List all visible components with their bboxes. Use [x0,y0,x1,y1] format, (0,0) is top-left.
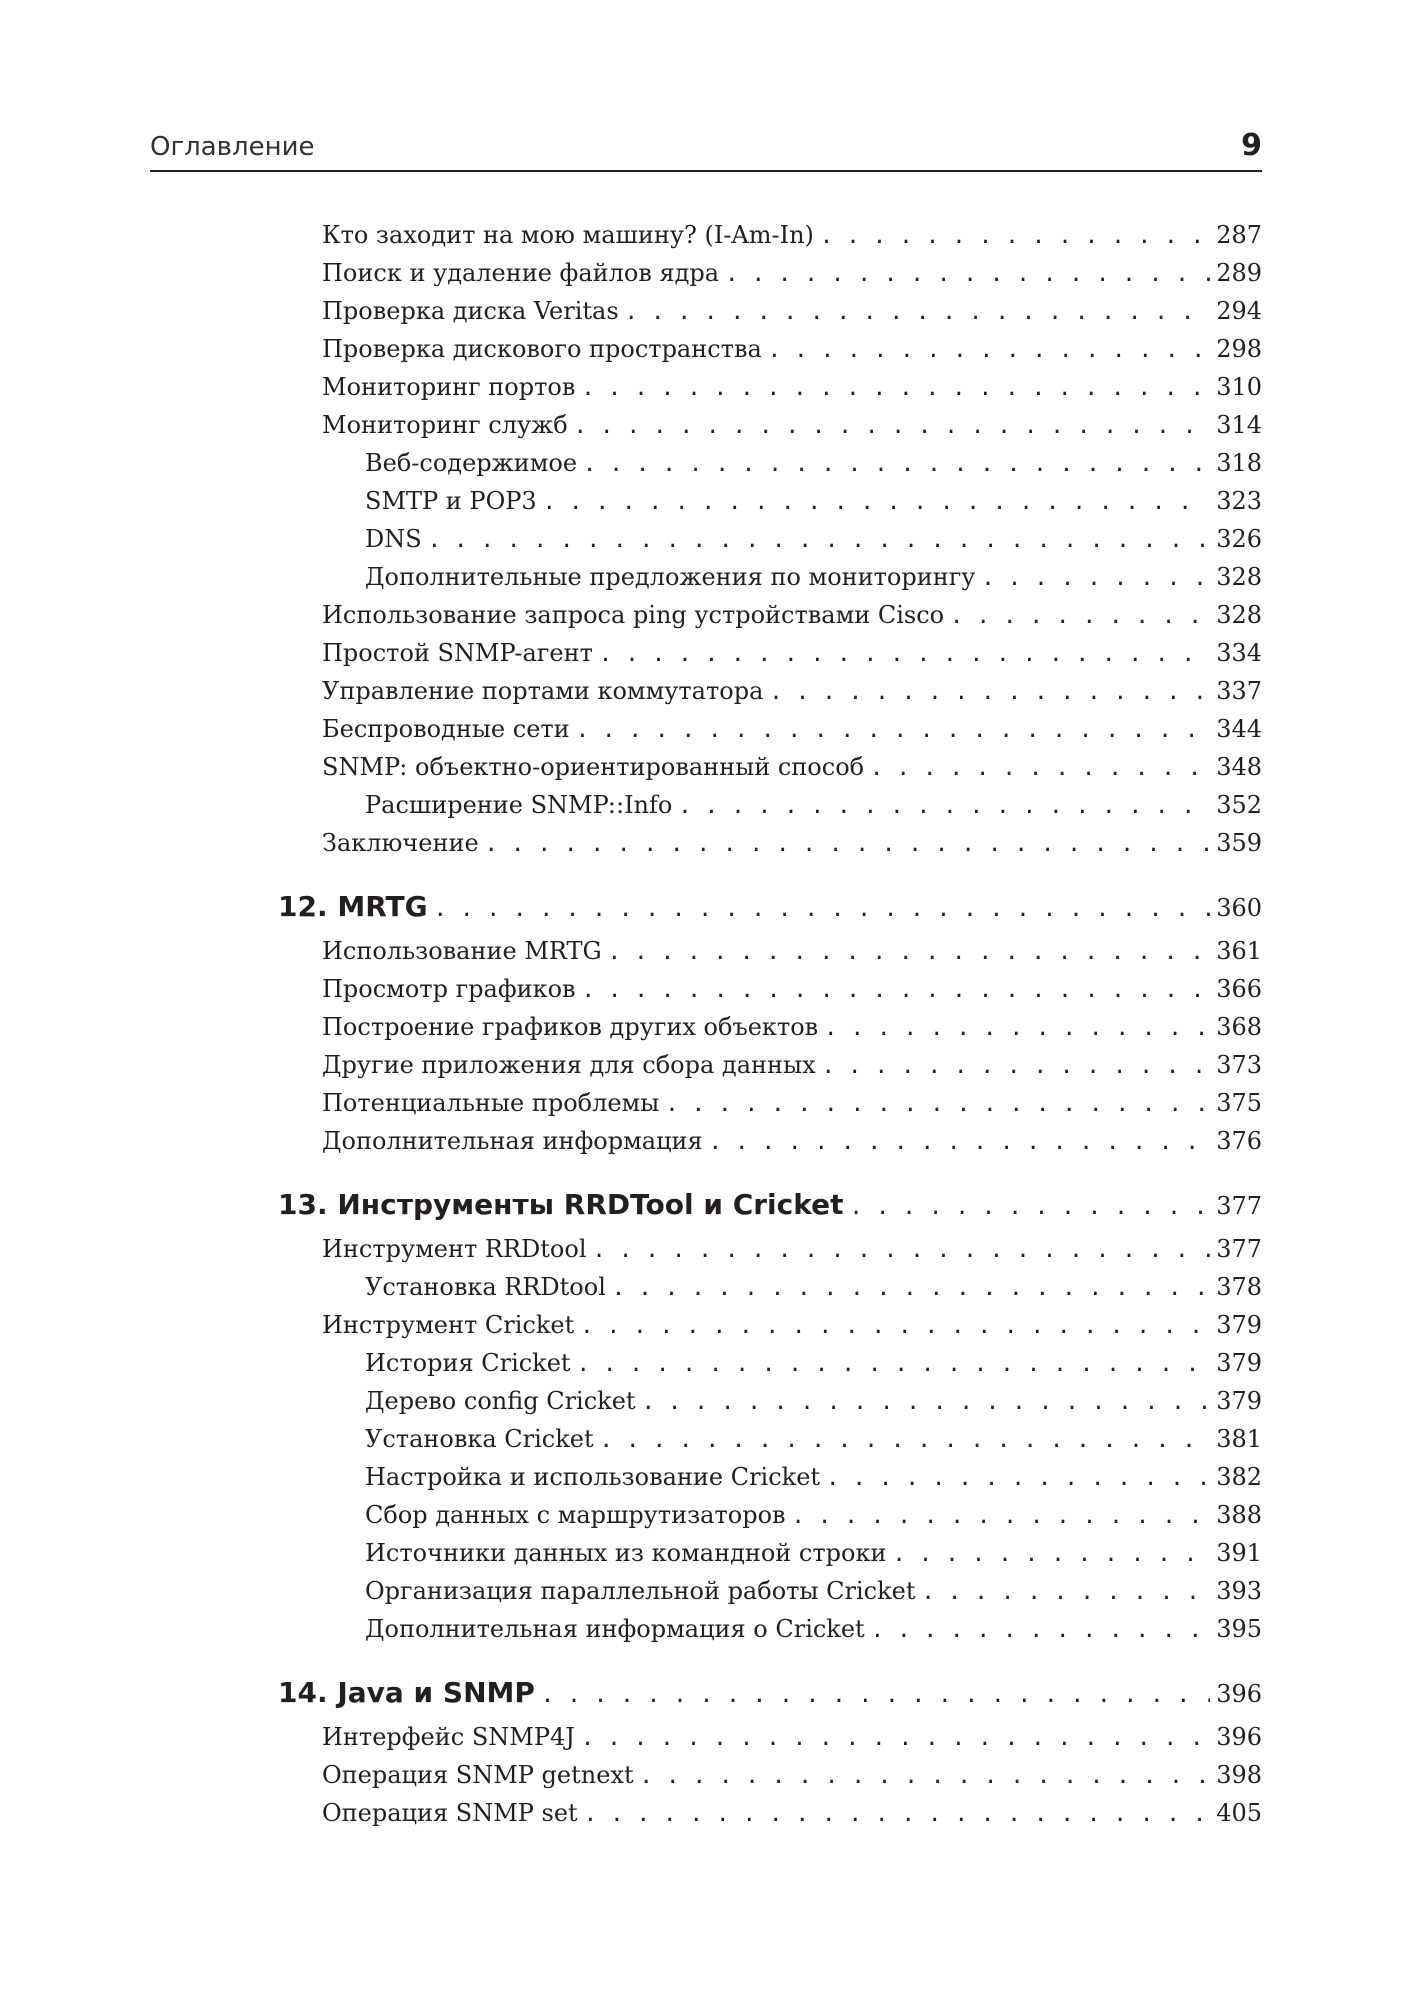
toc-subentry[interactable]: Настройка и использование Cricket . . . 382 [365,1460,1262,1494]
dot-leader [485,828,1211,862]
dot-leader [541,1679,1210,1713]
toc-page: 388 [1216,1501,1262,1529]
toc-entry[interactable]: SNMP: объектно-ориентированный способ . . . 348 [322,750,1262,784]
dot-leader [581,372,1210,406]
toc-page: 379 [1216,1387,1262,1415]
toc-page: 310 [1216,373,1262,401]
toc-page: 396 [1216,1680,1262,1708]
toc-entry[interactable]: Инструмент Cricket . . . 379 [322,1308,1262,1342]
toc-entry[interactable]: Использование MRTG . . . 361 [322,934,1262,968]
toc-entry[interactable]: Дополнительная информация . . . 376 [322,1124,1262,1158]
toc-subentry[interactable]: SMTP и POP3 . . . 323 [365,484,1262,518]
dot-leader [768,334,1210,368]
toc-entry[interactable]: Инструмент RRDtool . . . 377 [322,1232,1262,1266]
toc-subentry[interactable]: Расширение SNMP::Info . . . 352 [365,788,1262,822]
toc-entry[interactable]: Другие приложения для сбора данных . . . 373 [322,1048,1262,1082]
toc-page: 328 [1216,601,1262,629]
dot-leader [580,1310,1210,1344]
dot-leader [870,752,1210,786]
toc-subentry[interactable]: Источники данных из командной строки . . . 391 [365,1536,1262,1570]
toc-page: 360 [1216,894,1262,922]
toc-page: 366 [1216,975,1262,1003]
dot-leader [582,974,1211,1008]
dot-leader [625,296,1211,330]
toc-page: 337 [1216,677,1262,705]
toc-subentry[interactable]: Дерево config Cricket . . . 379 [365,1384,1262,1418]
dot-leader [678,790,1210,824]
toc-page: 381 [1216,1425,1262,1453]
toc-chapter-13[interactable]: 13. Инструменты RRDTool и Cricket . . . 377 [278,1188,1262,1222]
dot-leader [612,1272,1210,1306]
toc-subentry[interactable]: Сбор данных с маршрутизаторов . . . 388 [365,1498,1262,1532]
dot-leader [820,220,1210,254]
dot-leader [822,1050,1211,1084]
toc-entry[interactable]: Просмотр графиков . . . 366 [322,972,1262,1006]
toc-page: 326 [1216,525,1262,553]
dot-leader [584,1798,1210,1832]
dot-leader [725,258,1210,292]
dot-leader [581,1722,1210,1756]
dot-leader [665,1088,1210,1122]
toc-subentry[interactable]: Веб-содержимое . . . 318 [365,446,1262,480]
dot-leader [642,1386,1211,1420]
toc-entry[interactable]: Заключение . . . 359 [322,826,1262,860]
toc-entry[interactable]: Операция SNMP getnext . . . 398 [322,1758,1262,1792]
toc-page: 334 [1216,639,1262,667]
toc-entry[interactable]: Мониторинг портов . . . 310 [322,370,1262,404]
toc-entry[interactable]: Простой SNMP-агент . . . 334 [322,636,1262,670]
toc-page: 318 [1216,449,1262,477]
toc-subentry[interactable]: Установка Cricket . . . 381 [365,1422,1262,1456]
dot-leader [824,1012,1210,1046]
toc-page: 287 [1216,221,1262,249]
toc-page: 396 [1216,1723,1262,1751]
dot-leader [543,486,1211,520]
toc-entry[interactable]: Проверка диска Veritas . . . 294 [322,294,1262,328]
toc-entry[interactable]: Беспроводные сети . . . 344 [322,712,1262,746]
dot-leader [892,1538,1210,1572]
dot-leader [922,1576,1211,1610]
toc-subentry[interactable]: Установка RRDtool . . . 378 [365,1270,1262,1304]
dot-leader [428,524,1211,558]
toc-page: 377 [1216,1235,1262,1263]
toc-page: 359 [1216,829,1262,857]
dot-leader [769,676,1210,710]
dot-leader [600,1424,1211,1458]
dot-leader [577,1348,1211,1382]
dot-leader [608,936,1210,970]
toc-entry[interactable]: Проверка дискового пространства . . . 298 [322,332,1262,366]
dot-leader [574,410,1211,444]
toc-page: 382 [1216,1463,1262,1491]
toc-entry[interactable]: Интерфейс SNMP4J . . . 396 [322,1720,1262,1754]
toc-page: 377 [1216,1192,1262,1220]
dot-leader [640,1760,1211,1794]
toc-page: 376 [1216,1127,1262,1155]
dot-leader [950,600,1210,634]
page-number: 9 [1241,128,1262,163]
toc-page: 398 [1216,1761,1262,1789]
dot-leader [576,714,1211,748]
toc-entry[interactable]: Операция SNMP set . . . 405 [322,1796,1262,1830]
toc-page: 314 [1216,411,1262,439]
dot-leader [709,1126,1211,1160]
dot-leader [826,1462,1210,1496]
toc-page: 352 [1216,791,1262,819]
toc-page: 405 [1216,1799,1262,1827]
running-head [150,128,1262,172]
toc-page: 323 [1216,487,1262,515]
toc-page: 348 [1216,753,1262,781]
toc-page: 395 [1216,1615,1262,1643]
toc-chapter-12[interactable]: 12. MRTG . . . 360 [278,890,1262,924]
dot-leader [593,1234,1211,1268]
toc-chapter-14[interactable]: 14. Java и SNMP . . . 396 [278,1676,1262,1710]
toc-subentry[interactable]: DNS . . . 326 [365,522,1262,556]
toc-page: 368 [1216,1013,1262,1041]
toc-entry[interactable]: Поиск и удаление файлов ядра . . . 289 [322,256,1262,290]
toc-page: 379 [1216,1349,1262,1377]
toc-page: 379 [1216,1311,1262,1339]
toc-entry[interactable]: Потенциальные проблемы . . . 375 [322,1086,1262,1120]
toc-page: 298 [1216,335,1262,363]
toc-page: 289 [1216,259,1262,287]
toc-page: 378 [1216,1273,1262,1301]
toc-entry[interactable]: Кто заходит на мою машину? (I-Am-In) . . . 287 [322,218,1262,252]
dot-leader [792,1500,1211,1534]
toc-subentry[interactable]: Дополнительная информация о Cricket . . . 395 [365,1612,1262,1646]
toc-page: 393 [1216,1577,1262,1605]
toc-subentry[interactable]: Дополнительные предложения по мониторингу . . . 328 [365,560,1262,594]
toc-entry[interactable]: Управление портами коммутатора . . . 337 [322,674,1262,708]
toc-page: 328 [1216,563,1262,591]
dot-leader [599,638,1210,672]
toc-entry[interactable]: Использование запроса ping устройствами Cisco . . . 328 [322,598,1262,632]
dot-leader [850,1191,1211,1225]
toc-subentry[interactable]: Организация параллельной работы Cricket . . . 393 [365,1574,1262,1608]
running-head-title: Оглавление [150,132,315,162]
toc-page: 391 [1216,1539,1262,1567]
dot-leader [981,562,1210,596]
toc-entry[interactable]: Построение графиков других объектов . . . 368 [322,1010,1262,1044]
toc-page: 375 [1216,1089,1262,1117]
toc-page: 361 [1216,937,1262,965]
dot-leader [434,893,1211,927]
dot-leader [583,448,1210,482]
toc-page: 344 [1216,715,1262,743]
toc-entry[interactable]: Мониторинг служб . . . 314 [322,408,1262,442]
dot-leader [871,1614,1210,1648]
toc-page: 373 [1216,1051,1262,1079]
toc-page: 294 [1216,297,1262,325]
toc-subentry[interactable]: История Cricket . . . 379 [365,1346,1262,1380]
